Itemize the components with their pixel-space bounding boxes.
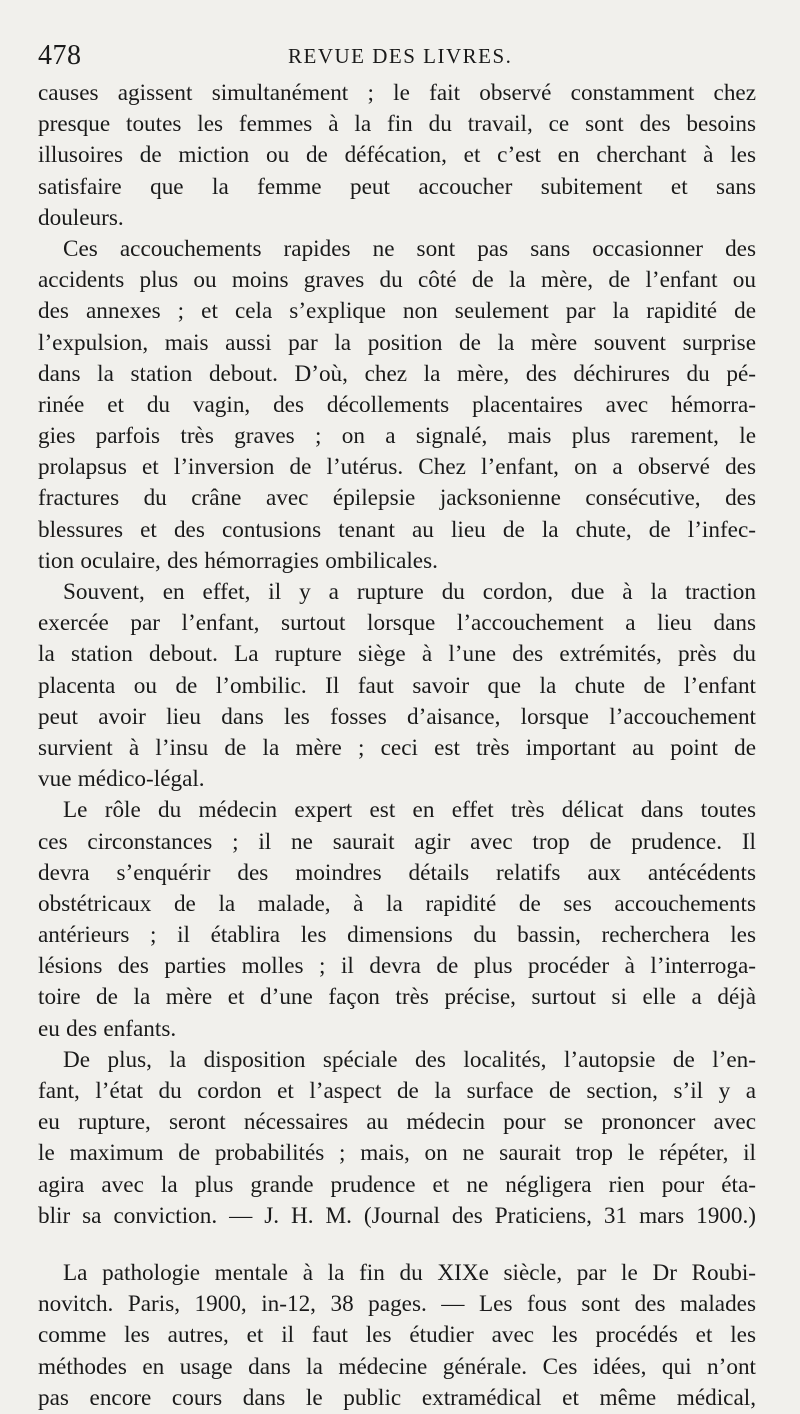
text-line: méthodes en usage dans la médecine générale. Ces idées, qui n’ont (38, 1353, 756, 1380)
text-line: Ces accouchements rapides ne sont pas sans occasionner des (63, 235, 756, 262)
text-line: prolapsus et l’inversion de l’utérus. Chez l’enfant, on a observé des (38, 454, 756, 481)
body-text (38, 78, 756, 1414)
text-line: antérieurs ; il établira les dimensions du bassin, recherchera les (38, 922, 756, 949)
text-line: comme les autres, et il faut les étudier avec les procédés et les (38, 1322, 756, 1349)
text-line: satisfaire que la femme peut accoucher subitement et sans (38, 173, 756, 200)
page-number: 478 (38, 40, 82, 71)
text-line: toire de la mère et d’une façon très précise, surtout si elle a déjà (38, 984, 756, 1011)
text-line: survient à l’insu de la mère ; ceci est très important au point de (38, 734, 756, 761)
text-line: blir sa conviction. — J. H. M. (Journal des Praticiens, 31 mars 1900.) (38, 1202, 756, 1229)
text-line: vue médico-légal. (38, 766, 205, 793)
text-line: agira avec la plus grande prudence et ne négligera rien pour éta- (38, 1171, 756, 1198)
text-line: La pathologie mentale à la fin du XIXe siècle, par le Dr Roubi- (63, 1259, 756, 1286)
text-line: causes agissent simultanément ; le fait observé constamment chez (38, 80, 756, 106)
text-line: le maximum de probabilités ; mais, on ne saurait trop le répéter, il (38, 1140, 756, 1167)
paragraph (38, 795, 756, 1045)
text-line: novitch. Paris, 1900, in-12, 38 pages. — Les fous sont des malades (38, 1291, 756, 1318)
text-line: De plus, la disposition spéciale des localités, l’autopsie de l’en- (63, 1046, 756, 1073)
text-line: exercée par l’enfant, surtout lorsque l’accouchement a lieu dans (38, 610, 756, 637)
text-line: devra s’enquérir des moindres détails relatifs aux antécédents (38, 859, 756, 886)
text-line: ces circonstances ; il ne saurait agir avec trop de prudence. Il (38, 828, 756, 855)
text-line: presque toutes les femmes à la fin du travail, ce sont des besoins (38, 111, 756, 138)
text-line: l’expulsion, mais aussi par la position de la mère souvent surprise (38, 329, 756, 356)
text-line: des annexes ; et cela s’explique non seulement par la rapidité de (38, 298, 756, 325)
text-line: pas encore cours dans le public extramédical et même médical, (38, 1384, 756, 1411)
text-line: fractures du crâne avec épilepsie jacksonienne consécutive, des (38, 485, 756, 512)
text-line: lésions des parties molles ; il devra de plus procéder à l’interroga- (38, 953, 756, 980)
text-line: tion oculaire, des hémorragies ombilicales. (38, 547, 438, 574)
section-gap (38, 1232, 756, 1258)
text-line: illusoires de miction ou de défécation, et c’est en cherchant à les (38, 142, 756, 169)
text-line: Le rôle du médecin expert est en effet très délicat dans toutes (63, 797, 756, 824)
text-line: peut avoir lieu dans les fosses d’aisance, lorsque l’accouchement (38, 703, 756, 730)
text-line: blessures et des contusions tenant au lieu de la chute, de l’infec- (38, 516, 756, 543)
text-line: fant, l’état du cordon et l’aspect de la surface de section, s’il y a (38, 1078, 756, 1104)
text-line: placenta ou de l’ombilic. Il faut savoir que la chute de l’enfant (38, 672, 756, 699)
paragraph (38, 78, 756, 234)
text-line: rinée et du vagin, des décollements placentaires avec hémorra- (38, 391, 756, 418)
text-line: Souvent, en effet, il y a rupture du cordon, due à la traction (63, 579, 756, 605)
text-line: la station debout. La rupture siège à l’une des extrémités, près du (38, 641, 756, 668)
paragraph (38, 234, 756, 577)
text-line: obstétricaux de la malade, à la rapidité de ses accouchements (38, 890, 756, 917)
text-line: eu rupture, seront nécessaires au médecin pour se prononcer avec (38, 1109, 756, 1136)
paragraph (38, 577, 756, 795)
running-title: REVUE DES LIVRES. (288, 44, 513, 68)
text-line: douleurs. (38, 204, 124, 231)
page-header (38, 30, 756, 72)
text-line: gies parfois très graves ; on a signalé, mais plus rarement, le (38, 423, 756, 450)
text-line: eu des enfants. (38, 1015, 177, 1042)
text-line: dans la station debout. D’où, chez la mère, des déchirures du pé- (38, 360, 756, 387)
paragraph (38, 1045, 756, 1232)
paragraph (38, 1258, 756, 1414)
text-line: accidents plus ou moins graves du côté de la mère, de l’enfant ou (38, 267, 756, 294)
